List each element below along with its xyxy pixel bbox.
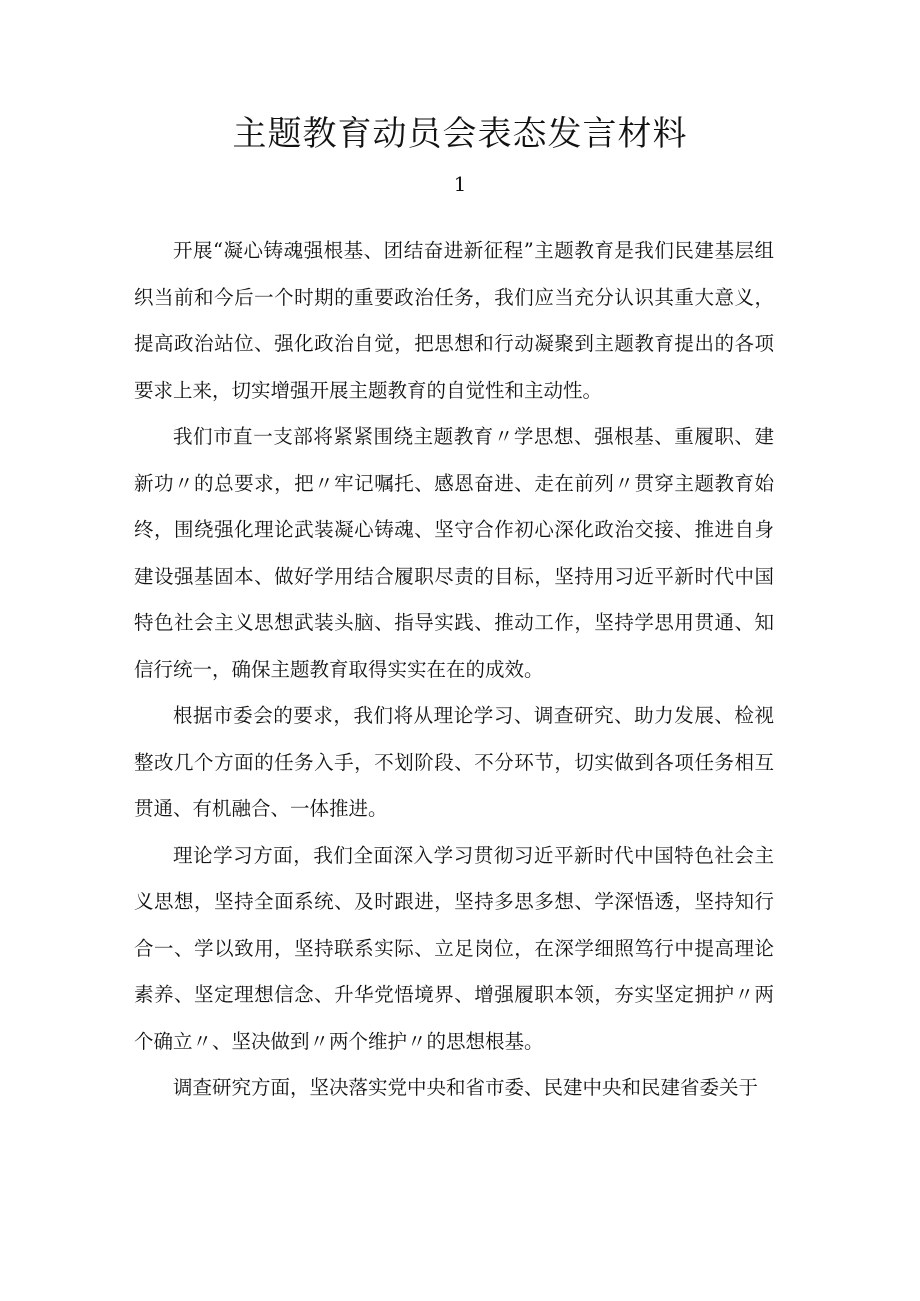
document-body	[134, 228, 774, 1112]
paragraph: 理论学习方面，我们全面深入学习贯彻习近平新时代中国特色社会主义思想，坚持全面系统、及时跟进，坚持多思多想、学深悟透，坚持知行合一、学以致用，坚持联系实际、立足岗位，在深学细照笃行中提高理论素养、坚定理想信念、升华党悟境界、增强履职本领，夯实坚定拥护〃两个确立〃、坚决做到〃两个维护〃的思想根基。	[134, 843, 774, 1053]
section-number: 1	[453, 172, 467, 196]
document-title: 主题教育动员会表态发言材料	[232, 114, 688, 154]
paragraph: 开展“凝心铸魂强根基、团结奋进新征程”主题教育是我们民建基层组织当前和今后一个时期的重要政治任务，我们应当充分认识其重大意义，提高政治站位、强化政治自觉，把思想和行动凝聚到主题教育提出的各项要求上来，切实增强开展主题教育的自觉性和主动性。	[134, 239, 774, 402]
paragraph: 调查研究方面，坚决落实党中央和省市委、民建中央和民建省委关于	[173, 1076, 759, 1099]
paragraph: 我们市直一支部将紧紧围绕主题教育〃学思想、强根基、重履职、建新功〃的总要求，把〃牢记嘱托、感恩奋进、走在前列〃贯穿主题教育始终，围绕强化理论武装凝心铸魂、坚守合作初心深化政治交接、推进自身建设强基固本、做好学用结合履职尽责的目标，坚持用习近平新时代中国特色社会主义思想武装头脑、指导实践、推动工作，坚持学思用贯通、知信行统一，确保主题教育取得实实在在的成效。	[134, 425, 774, 681]
paragraph: 根据市委会的要求，我们将从理论学习、调查研究、助力发展、检视整改几个方面的任务入手，不划阶段、不分环节，切实做到各项任务相互贯通、有机融合、一体推进。	[134, 704, 774, 820]
